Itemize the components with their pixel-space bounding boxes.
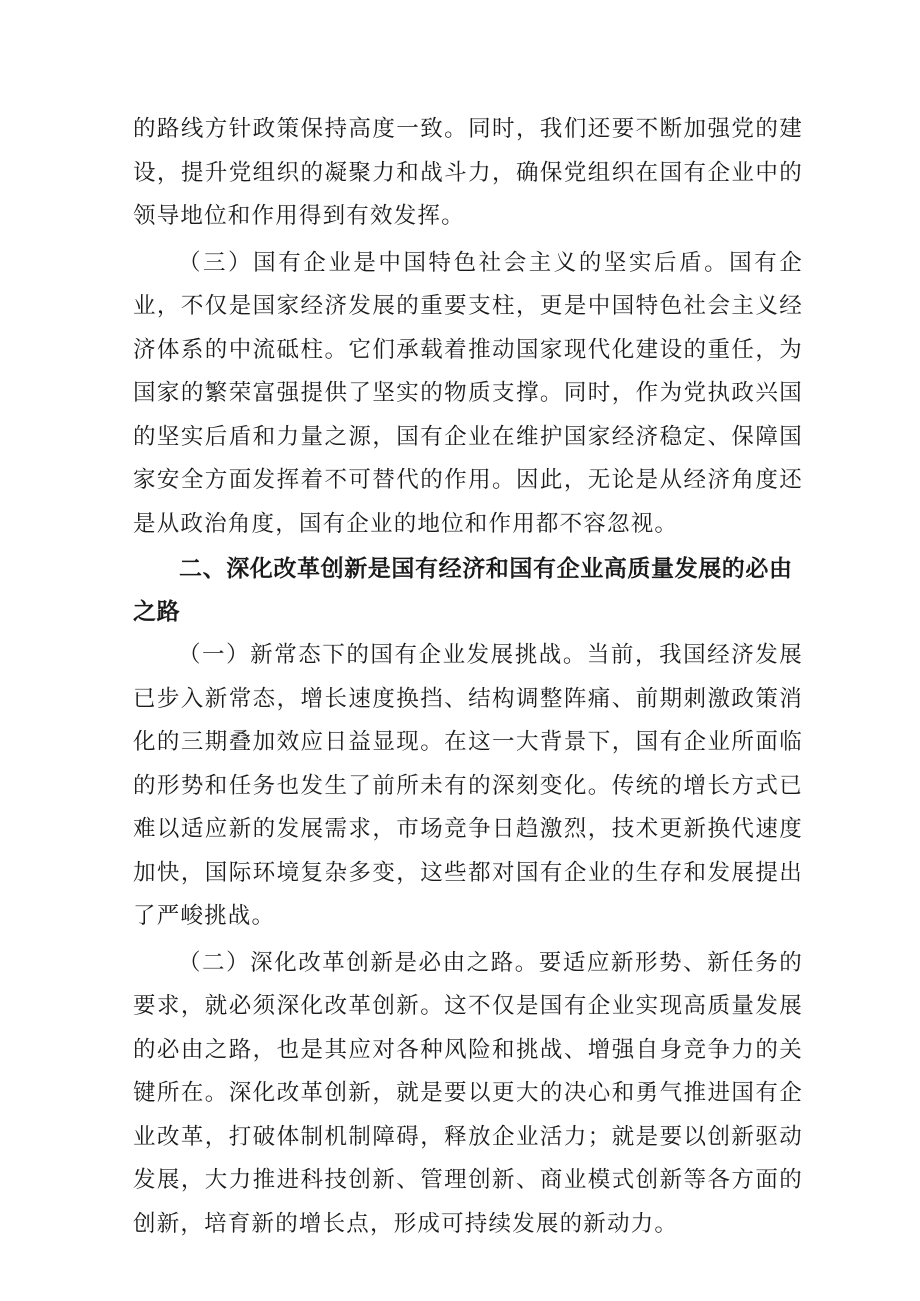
paragraph-subsection-1: （一）新常态下的国有企业发展挑战。当前，我国经济发展已步入新常态，增长速度换挡、结构调整阵痛、前期刺激政策消化的三期叠加效应日益显现。在这一大背景下，国有企业所面临的形势和任务也发生了前所未有的深刻变化。传统的增长方式已难以适应新的发展需求，市场竞争日趋激烈，技术更新换代速度加快，国际环境复杂多变，这些都对国有企业的生存和发展提出了严峻挑战。 xyxy=(133,642,803,929)
paragraph-continuation: 的路线方针政策保持高度一致。同时，我们还要不断加强党的建设，提升党组织的凝聚力和战斗力，确保党组织在国有企业中的领导地位和作用得到有效发挥。 xyxy=(133,116,803,229)
paragraph-subsection-2: （二）深化改革创新是必由之路。要适应新形势、新任务的要求，就必须深化改革创新。这不仅是国有企业实现高质量发展的必由之路，也是其应对各种风险和挑战、增强自身竞争力的关键所在。深化改革创新，就是要以更大的决心和勇气推进国有企业改革，打破体制机制障碍，释放企业活力；就是要以创新驱动发展，大力推进科技创新、管理创新、商业模式创新等各方面的创新，培育新的增长点，形成可持续发展的新动力。 xyxy=(133,949,803,1237)
paragraph-section-3: （三）国有企业是中国特色社会主义的坚实后盾。国有企业，不仅是国家经济发展的重要支柱，更是中国特色社会主义经济体系的中流砥柱。它们承载着推动国家现代化建设的重任，为国家的繁荣富强提供了坚实的物质支撑。同时，作为党执政兴国的坚实后盾和力量之源，国有企业在维护国家经济稳定、保障国家安全方面发挥着不可替代的作用。因此，无论是从经济角度还是从政治角度，国有企业的地位和作用都不容忽视。 xyxy=(133,249,803,537)
document-page xyxy=(133,108,803,1246)
section-heading-2: 二、深化改革创新是国有经济和国有企业高质量发展的必由之路 xyxy=(133,556,793,625)
